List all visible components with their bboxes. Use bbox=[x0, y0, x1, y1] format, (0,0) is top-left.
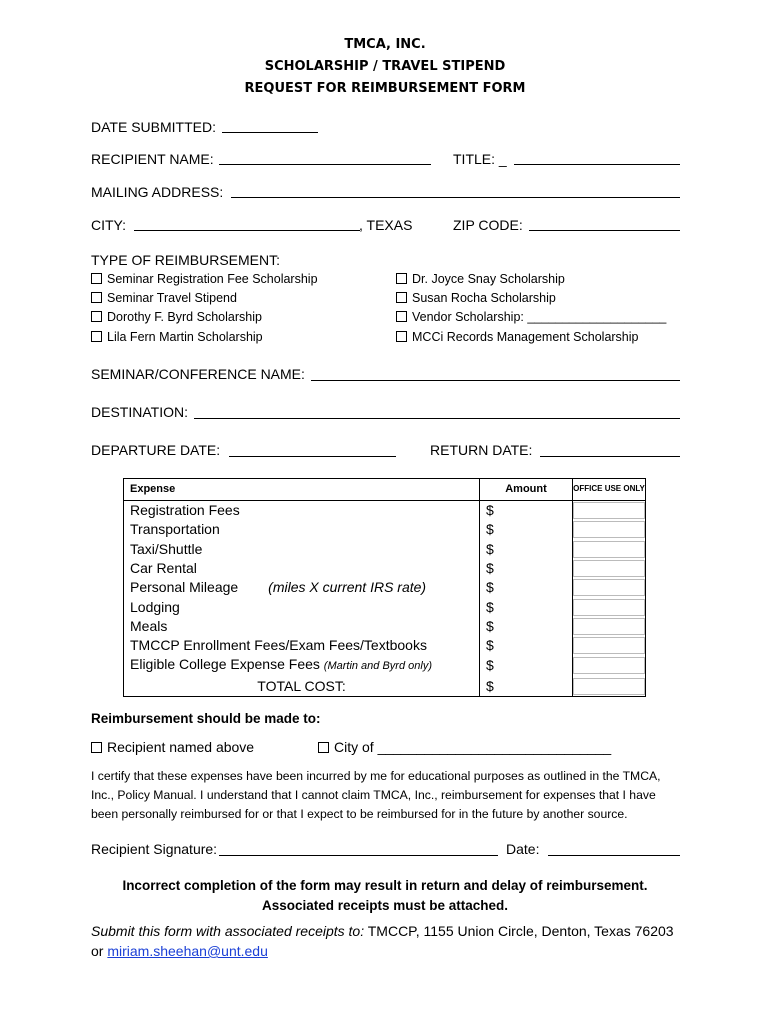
form-subtitle: SCHOLARSHIP / TRAVEL STIPEND bbox=[264, 59, 506, 74]
mileage-note: (miles X current IRS rate) bbox=[268, 579, 427, 596]
office-use-cell bbox=[573, 559, 646, 578]
checkbox[interactable] bbox=[91, 742, 102, 753]
table-row bbox=[124, 501, 646, 521]
office-use-cell bbox=[573, 501, 646, 521]
checkbox[interactable] bbox=[91, 331, 102, 342]
expense-label: Taxi/Shuttle bbox=[124, 540, 480, 559]
office-use-cell bbox=[573, 578, 646, 597]
return-date-field[interactable] bbox=[540, 456, 680, 457]
office-use-cell bbox=[573, 520, 646, 539]
option-mcci-scholarship[interactable]: MCCi Records Management Scholarship bbox=[396, 330, 638, 344]
checkbox[interactable] bbox=[396, 311, 407, 322]
expense-label: TMCCP Enrollment Fees/Exam Fees/Textbooks bbox=[124, 636, 480, 655]
departure-date-label: DEPARTURE DATE: bbox=[91, 442, 221, 458]
checkbox[interactable] bbox=[396, 292, 407, 303]
mailing-address-label: MAILING ADDRESS: bbox=[91, 184, 224, 200]
recipient-name-label: RECIPIENT NAME: bbox=[91, 151, 214, 167]
amount-cell[interactable]: $ bbox=[480, 636, 573, 655]
table-row bbox=[124, 578, 646, 597]
signature-field[interactable] bbox=[219, 855, 498, 856]
table-row bbox=[124, 636, 646, 655]
checkbox[interactable] bbox=[396, 331, 407, 342]
office-use-cell bbox=[573, 655, 646, 676]
org-title: TMCA, INC. bbox=[344, 37, 426, 52]
table-header-row bbox=[124, 479, 646, 501]
signature-label: Recipient Signature: bbox=[91, 841, 218, 857]
checkbox[interactable] bbox=[91, 273, 102, 284]
date-submitted-field[interactable] bbox=[222, 132, 318, 133]
option-martin-scholarship[interactable]: Lila Fern Martin Scholarship bbox=[91, 330, 263, 344]
option-snay-scholarship[interactable]: Dr. Joyce Snay Scholarship bbox=[396, 272, 565, 286]
form-title: REQUEST FOR REIMBURSEMENT FORM bbox=[244, 81, 526, 96]
signature-date-label: Date: bbox=[506, 841, 540, 857]
office-use-column-header: OFFICE USE ONLY bbox=[573, 479, 646, 501]
expense-table bbox=[123, 478, 646, 697]
option-byrd-scholarship[interactable]: Dorothy F. Byrd Scholarship bbox=[91, 310, 262, 324]
amount-cell[interactable]: $ bbox=[480, 578, 573, 597]
destination-label: DESTINATION: bbox=[91, 404, 188, 420]
amount-cell[interactable]: $ bbox=[480, 655, 573, 676]
certification-text: I certify that these expenses have been incurred by me for educational purposes as outlined in the TMCA, Inc., Policy Manual. I understand that I cannot claim TMCA, Inc., reimbursement for expenses that I have been personally reimbursed for or that I expect to be reimbursed for in the future by another source. bbox=[91, 769, 661, 821]
amount-cell[interactable]: $ bbox=[480, 540, 573, 559]
date-submitted-label: DATE SUBMITTED: bbox=[91, 119, 216, 135]
title-label: TITLE: _ bbox=[453, 151, 507, 167]
recipient-name-field[interactable] bbox=[219, 164, 431, 165]
table-row bbox=[124, 559, 646, 578]
option-seminar-registration[interactable]: Seminar Registration Fee Scholarship bbox=[91, 272, 318, 286]
amount-cell[interactable]: $ bbox=[480, 597, 573, 616]
amount-cell[interactable]: $ bbox=[480, 501, 573, 521]
expense-column-header: Expense bbox=[124, 479, 480, 501]
submit-instructions: Submit this form with associated receipts to: TMCCP, 1155 Union Circle, Denton, Texas 76203 bbox=[91, 923, 674, 939]
seminar-name-field[interactable] bbox=[311, 380, 680, 381]
option-seminar-travel[interactable]: Seminar Travel Stipend bbox=[91, 291, 237, 305]
total-amount-cell[interactable]: $ bbox=[480, 676, 573, 696]
submit-email-line: or miriam.sheehan@unt.edu bbox=[91, 943, 268, 959]
expense-label: Transportation bbox=[124, 520, 480, 539]
mailing-address-field[interactable] bbox=[231, 197, 680, 198]
checkbox[interactable] bbox=[91, 292, 102, 303]
return-date-label: RETURN DATE: bbox=[430, 442, 533, 458]
college-note: (Martin and Byrd only) bbox=[323, 660, 432, 673]
amount-column-header: Amount bbox=[480, 479, 573, 501]
seminar-name-label: SEMINAR/CONFERENCE NAME: bbox=[91, 366, 305, 382]
title-field[interactable] bbox=[514, 164, 680, 165]
reimbursement-type-heading: TYPE OF REIMBURSEMENT: bbox=[91, 252, 281, 268]
zip-label: ZIP CODE: bbox=[453, 217, 523, 233]
payment-option-city[interactable]: City of ______________________________ bbox=[318, 739, 611, 755]
expense-label: Meals bbox=[124, 617, 480, 636]
table-row bbox=[124, 597, 646, 616]
amount-cell[interactable]: $ bbox=[480, 559, 573, 578]
option-vendor-scholarship[interactable]: Vendor Scholarship: ____________________ bbox=[396, 310, 666, 324]
amount-cell[interactable]: $ bbox=[480, 520, 573, 539]
office-use-cell bbox=[573, 636, 646, 655]
checkbox[interactable] bbox=[318, 742, 329, 753]
checkbox[interactable] bbox=[91, 311, 102, 322]
table-row bbox=[124, 540, 646, 559]
email-link[interactable]: miriam.sheehan@unt.edu bbox=[107, 943, 268, 959]
amount-cell[interactable]: $ bbox=[480, 617, 573, 636]
office-use-cell bbox=[573, 540, 646, 559]
checkbox[interactable] bbox=[396, 273, 407, 284]
city-label: CITY: bbox=[91, 217, 127, 233]
signature-date-field[interactable] bbox=[548, 855, 680, 856]
total-label: TOTAL COST: bbox=[124, 676, 480, 696]
destination-field[interactable] bbox=[194, 418, 680, 419]
option-rocha-scholarship[interactable]: Susan Rocha Scholarship bbox=[396, 291, 556, 305]
office-use-cell bbox=[573, 676, 646, 696]
departure-date-field[interactable] bbox=[229, 456, 396, 457]
city-field[interactable] bbox=[134, 230, 360, 231]
payment-option-recipient[interactable]: Recipient named above bbox=[91, 739, 254, 755]
payment-heading: Reimbursement should be made to: bbox=[91, 711, 321, 726]
expense-label: Registration Fees bbox=[124, 501, 480, 521]
office-use-cell bbox=[573, 617, 646, 636]
table-row bbox=[124, 520, 646, 539]
office-use-cell bbox=[573, 597, 646, 616]
warning-line-2: Associated receipts must be attached. bbox=[261, 898, 509, 913]
expense-label: Personal Mileage (miles X current IRS rate) bbox=[124, 578, 480, 597]
state-label: , TEXAS bbox=[359, 217, 413, 233]
zip-field[interactable] bbox=[529, 230, 680, 231]
total-row bbox=[124, 676, 646, 696]
warning-line-1: Incorrect completion of the form may result in return and delay of reimbursement. bbox=[122, 878, 648, 893]
expense-label: Car Rental bbox=[124, 559, 480, 578]
table-row bbox=[124, 617, 646, 636]
expense-label: Eligible College Expense Fees (Martin and Byrd only) bbox=[124, 655, 480, 676]
table-row bbox=[124, 655, 646, 676]
expense-label: Lodging bbox=[124, 597, 480, 616]
